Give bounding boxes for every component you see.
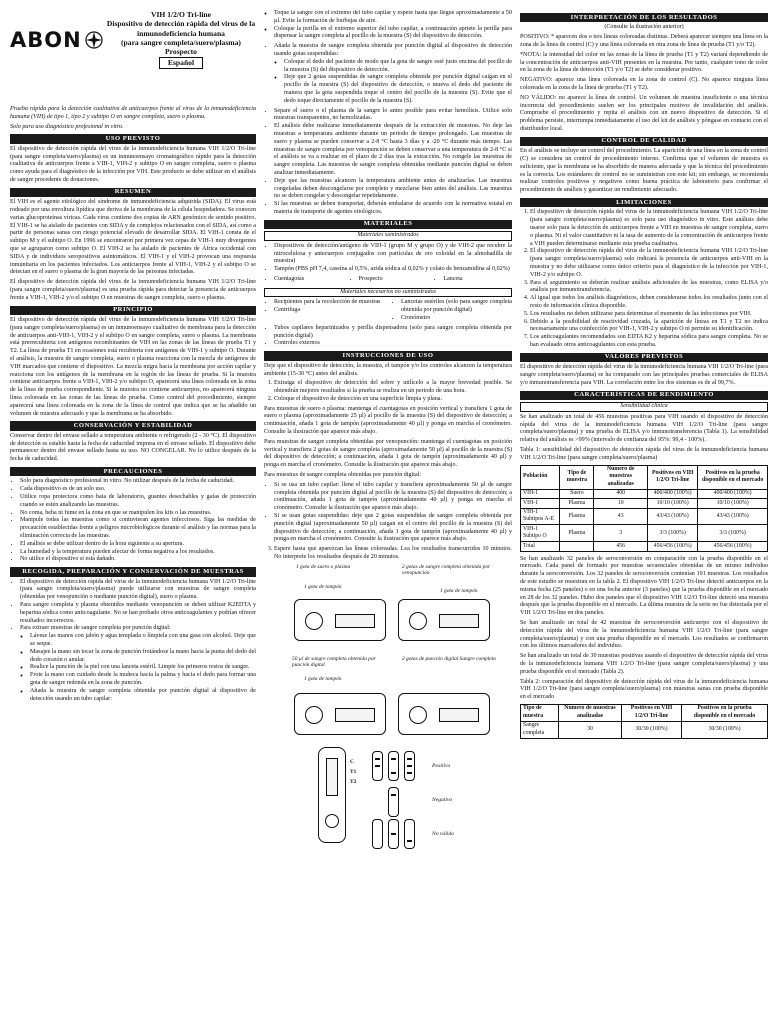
table-cell: VIH-1	[521, 489, 560, 498]
sub-list	[30, 633, 256, 703]
sub-list	[401, 299, 512, 322]
table-cell: 10/10 (100%)	[648, 499, 698, 508]
section-heading: INSTRUCCIONES DE USO	[264, 351, 512, 360]
paragraph: El dispositivo de detección rápida del virus de la inmunodeficiencia humana VIH 1/2/O Tri-line (para sangre completa/suero/plasma) se ha comparado con las principales pruebas comerciales de ELISA y/o inmunotransferencia para VIH. La correlación entre los dos sistemas es de al 99,7%.	[520, 364, 768, 386]
subsection-heading: Sensibilidad clínica	[520, 402, 768, 412]
abon-logo	[10, 10, 106, 70]
list-item: ◦ Frote la mano con cuidado desde la muñeca hacia la palma y hacia el dedo para formar una gota de sangre redonda en la zona de punción.	[30, 672, 256, 688]
document-type: Prospecto	[165, 47, 197, 56]
comparison-table	[520, 704, 768, 739]
section-heading: CONTROL DE CALIDAD	[520, 137, 768, 146]
list-item: ◦ Toque la sangre con el extremo del tubo capilar y espere hasta que llegue aproximadamente a 50 µl. Evite la formación de burbujas de aire.	[274, 10, 512, 26]
language-badge: Español	[159, 57, 203, 68]
table-header: Número de muestras analizadas	[558, 704, 621, 721]
table-cell: Plasma	[560, 499, 594, 508]
table-cell: 43/43 (100%)	[698, 508, 768, 525]
intro-text: Prueba rápida para la detección cualitativa de anticuerpos frente al virus de la inmunodeficiencia humana (VIH) de tipo 1, tipo 2 y subtipo O en sangre completa, suero o plasma.	[10, 106, 256, 120]
list-item: • Manipule todas las muestras como si contuvieran agentes infecciosos. Siga las medidas de precaución establecidas frente a peligros microbiológicos durante el análisis y las normas para la eliminación correcta de las muestras.	[20, 517, 256, 540]
logo-star-icon	[84, 30, 104, 50]
list-item: • Lancetas estériles (solo para sangre completa obtenida por punción digital)	[401, 299, 512, 315]
collection-list	[20, 579, 256, 704]
list-item: • El análisis debe realizarse inmediatamente después de la extracción de muestras. No deje las muestras a temperatura ambiente durante un periodo de tiempo prolongado. Las muestras de suero y plasma se pueden conservar a 2-8 °C hasta 3 días y a -20 °C durante más tiempo. Las muestras de sangre completa por venopunción se deben conservar a una temperatura de 2-8 °C si el análisis se va a realizar en el plazo de 2 días tras la extracción. No congele las muestras de sangre completa. Las muestras de sangre completa obtenidas mediante punción digital se deben analizar inmediatamente.	[274, 123, 512, 178]
table-cell: 43/43 (100%)	[648, 508, 698, 525]
list-item: 3. Para el seguimiento se deberán realizar análisis adicionales de las muestras, como ELISA y/o análisis por inmunotransferencia.	[530, 280, 768, 296]
table-header-row	[521, 465, 768, 489]
list-item: • La humedad y la temperatura pueden afectar de forma negativa a los resultados.	[20, 549, 256, 557]
list-item: • Cada dispositivo es de un solo uso.	[20, 486, 256, 494]
table-cell: 400/400 (100%)	[698, 489, 768, 498]
table-cell: VIH-1	[521, 499, 560, 508]
test-cassette	[398, 693, 490, 735]
list-item: ◦ Realice la punción de la piel con una lanceta estéril. Limpie los primeros restos de sangre.	[30, 664, 256, 672]
label-t1: T1	[350, 768, 357, 775]
paragraph: El dispositivo de detección rápida del virus de la inmunodeficiencia humana VIH 1/2/O Tri-line (para sangre completa/suero/plasma) es un inmunoensayo cualitativo de membrana para la detección de anticuerpos anti-VIH-1, VIH-2 y el subtipo O en sangre completa, suero o plasma. La membrana está prerrecubierta con antígenos recombinantes de VIH en las zonas de las líneas de prueba T1 y T2. La línea de prueba T1 en ocasiones está recubierta con antígenos de VIH-1 y subtipo O. Durante el análisis, la muestra de sangre completa, suero o plasma reacciona con la mezcla de antígenos de VIH marcados que contiene el dispositivo. La mezcla migra hacia la membrana por acción capilar y reacciona con los antígenos de la membrana en la región de las líneas de prueba. Si la muestra contiene anticuerpos frente a VIH-1, VIH-2 y/o subtipo O, aparecerá una línea coloreada en la zona de la línea de prueba correspondiente. Si la muestra no contiene anticuerpos, no aparecerá ninguna línea coloreada en las zonas de las líneas de prueba. Como control del procedimiento, siempre aparecerá una línea coloreada en la zona de la línea de control que indica que se ha añadido un volumen de muestra adecuado y que la membrana se ha absorbido.	[10, 317, 256, 417]
section-heading: USO PREVISTO	[10, 134, 256, 143]
paragraph: Se han analizado un total de 456 muestras positivas para VIH usando el dispositivo de detección rápida del virus de la inmunodeficiencia humana VIH 1/2/O Tri-line (para sangre completa/suero/plasma) y una prueba de ELISA y/o inmunotransferencia (Tabla 1). La sensibilidad relativa del análisis es >99% (intervalo de confianza del 95%: 99,4 - 100%).	[520, 413, 768, 444]
list-item: • Controles externos	[274, 340, 512, 348]
paragraph: El dispositivo de detección rápida del virus de la inmunodeficiencia humana VIH 1/2/O Tri-line (para sangre completa/suero/plasma) es un inmunoensayo cromatográfico rápido para la detección cualitativa de anticuerpos frente a VIH-1, VIH-2 y subtipo O en sangre completa, suero o plasma como ayuda para el diagnóstico de la infección por VIH. Este producto se debe utilizar en el análisis de sangre procedente de donaciones.	[10, 145, 256, 184]
table-row	[521, 489, 768, 498]
table-cell: 456/456 (100%)	[648, 542, 698, 551]
instructions-steps	[274, 380, 512, 403]
header	[10, 10, 256, 102]
materials-required	[264, 299, 512, 324]
table-cell: 3	[594, 525, 648, 542]
table-header: Positivos en VIH 1/2/O Tri-line	[648, 465, 698, 489]
table-cell: 43	[594, 508, 648, 525]
caption-buffer-1: 1 gota de tampón	[304, 583, 342, 590]
product-title: VIH 1/2/O Tri-line	[150, 10, 212, 19]
table-cell: 456	[594, 542, 648, 551]
result-window	[335, 708, 375, 722]
table-header: Positivos en la prueba disponible en el mercado	[681, 704, 767, 721]
subsection-heading: Materiales necesarios no suministrados	[264, 288, 512, 298]
list-item: • Si las muestras se deben transportar, deberán embalarse de acuerdo con la normativa estatal en materia de transporte de agentes etiológicos.	[274, 201, 512, 217]
section-heading: RESUMEN	[10, 188, 256, 197]
list-item: • Cronómetro	[401, 315, 512, 323]
list-item: 2. Coloque el dispositivo de detección en una superficie limpia y plana.	[274, 396, 512, 404]
column-1	[10, 10, 256, 1018]
table-cell	[560, 542, 594, 551]
paragraph: Para muestras de sangre completa obtenidas por punción digital:	[264, 472, 422, 479]
list-item: • Lanceta	[443, 276, 512, 284]
fingerstick-steps	[274, 482, 512, 544]
sample-well	[305, 612, 323, 630]
list-item-text: Añada la muestra de sangre completa obtenida por punción digital al dispositivo de detección usando gotas suspendidas:	[274, 43, 512, 57]
list-item: • Deje que las muestras alcancen la temperatura ambiente antes de analizarlas. Las muestras congeladas deben descongelarse por completo y mezclarse bien antes del análisis. Las muestras no se deben congelar y descongelar repetidamente.	[274, 178, 512, 201]
result-window	[439, 708, 479, 722]
list-item: • Cuentagotas	[274, 276, 343, 284]
column-3	[520, 10, 768, 1018]
label-invalid: No válido	[432, 830, 454, 837]
list-item: • Tampón (PBS pH 7,4, caseína al 0,5%, azida sódica al 0,02% y colato de benzamidina al 0,02%)	[274, 266, 512, 274]
table-cell: 400	[594, 489, 648, 498]
sample-well	[409, 612, 427, 630]
caption-capillary: 50 µl de sangre completa obtenida por punción digital	[292, 655, 376, 668]
table-cell: 400/400 (100%)	[648, 489, 698, 498]
result-window	[335, 614, 375, 628]
result-positive: POSITIVO: * aparecen dos o tres líneas coloreadas distintas. Deberá aparecer siempre una línea en la zona de la línea de control (C) y una línea coloreada en otra zona de línea de prueba (T1 y/o T2).	[520, 34, 768, 49]
table-cell: 30/30 (100%)	[622, 721, 682, 738]
list-item: • Prospecto	[359, 276, 428, 284]
section-heading: INTERPRETACIÓN DE LOS RESULTADOS	[520, 13, 768, 22]
result-negative: NEGATIVO: aparece una línea coloreada en la zona de control (C). No aparece ninguna línea coloreada en la zona de la línea de prueba (T1 y T2).	[520, 77, 768, 92]
list-item: 4. Al igual que todos los análisis diagnósticos, deben considerarse todos los resultados junto con el resto de información clínica disponible.	[530, 295, 768, 311]
list-item: ◦ Coloque el dedo del paciente de modo que la gota de sangre esté justo encima del pocillo de la muestra (S) del dispositivo de detección.	[284, 59, 512, 75]
list-item: ◦ Añada la muestra de sangre completa obtenida por punción digital al dispositivo de detección usando un tubo capilar:	[30, 688, 256, 704]
sample-well	[325, 814, 339, 828]
column-2	[264, 10, 512, 1018]
test-cassette	[398, 599, 490, 641]
list-item: • No coma, beba ni fume en la zona en que se manipulen los kits o las muestras.	[20, 510, 256, 518]
list-item: • El dispositivo de detección rápida del virus de la inmunodeficiencia humana VIH 1/2/O Tri-line (para sangre completa/suero/plasma) puede utilizarse con muestras de sangre completa (obtenidas por venopunción o mediante punción digital), suero o plasma.	[20, 579, 256, 602]
list-item: • Dispositivos de detección/antígeno de VIH-1 (grupo M y grupo O) y de VIH-2 que recubre la nitrocelulosa y antecuerpos conjugados con partículas de oro coloidal en la almohadilla de muestra)	[274, 243, 512, 266]
table-cell: 3/3 (100%)	[648, 525, 698, 542]
title-block	[106, 10, 256, 69]
table-header-row	[521, 704, 768, 721]
list-item: • Solo para diagnóstico profesional in vitro. No utilizar después de la fecha de caducidad.	[20, 478, 256, 486]
sub-list	[443, 276, 512, 284]
table-cell: Plasma	[560, 508, 594, 525]
list-item: 3. Espere hasta que aparezcan las líneas coloreadas. Lea los resultados transcurridos 10 minutos. No interprete los resultados después de 20 minutos.	[274, 546, 512, 562]
list-item: 1. El dispositivo de detección rápida del virus de la inmunodeficiencia humana VIH 1/2/O Tri-line (para sangre completa/suero/plasma) es solo para uso diagnóstico in vitro. Este análisis debe usarse solo para la detección de anticuerpos frente a VIH en muestras de sangre completa, suero o plasma. Ni el valor cuantitativo ni la tasa de aumento de la concentración de anticuerpos frente a VIH pueden determinarse mediante esta prueba cualitativa.	[530, 209, 768, 248]
result-negative	[388, 787, 399, 817]
table-cell: 3/3 (100%)	[698, 525, 768, 542]
sample-well	[305, 706, 323, 724]
result-positive-1	[372, 751, 383, 781]
list-item	[274, 43, 512, 105]
section-heading: RECOGIDA, PREPARACIÓN Y CONSERVACIÓN DE MUESTRAS	[10, 567, 256, 576]
label-positive: Positivo	[432, 762, 451, 769]
table-cell: Plasma	[560, 525, 594, 542]
paragraph: El dispositivo de detección rápida del virus de la inmunodeficiencia humana VIH 1/2/O Tri-line (para sangre completa/suero/plasma) es una prueba rápida para detectar la presencia de anticuerpos frente a VIH-1, VIH-2 y/o el subtipo O en muestras de sangre completa, suero o plasma.	[10, 279, 256, 301]
result-invalid-1	[372, 819, 383, 849]
intro-note: Solo para uso diagnóstico profesional in vitro.	[10, 123, 124, 130]
table-row	[521, 525, 768, 542]
table-cell: 456/456 (100%)	[698, 542, 768, 551]
table-cell: VIH-1 Subtipo O	[521, 525, 560, 542]
procedure-figure	[264, 565, 512, 847]
paragraph: El VIH es el agente etiológico del síndrome de inmunodeficiencia adquirida (SIDA). El virus está rodeado por una envoltura lipídica que deriva de la membrana de la célula hospedadora. Se conocen varias glucoproteínas víricas. Cada virus contiene dos copias de ARN genómico de sentido positivo. El VIH-1 se ha aislado de pacientes con SIDA y de complejos relacionados con el SIDA, así como a partir de personas sanas con riesgo potencial elevado de desarrollar SIDA. El VIH-1 consta de el subtipo M y el subtipo O. En 1996 se encontraron por primera vez cepas de VIH-1 muy divergentes que se agruparon como subtipo O. El VIH-2 se ha aislado de pacientes de África occidental con SIDA y de individuos seropositivos asintomáticos. El VIH-1 y el VIH-2 provocan una respuesta inmunitaria en los pacientes infectados. Los anticuerpos frente al VIH-1, VIH-2 y el subtipo O se detectan en el suero o plasma de la gran mayoría de las personas infectadas.	[10, 199, 256, 276]
result-note: *NOTA: la intensidad del color en las zonas de la línea de prueba (T1 y T2) variará dependiendo de la concentración de anticuerpos anti-VIH presentes en la muestra. Por tanto, cualquier tono de color en la zona de la línea de detección (T1 y/o T2) se debe considerar positivo.	[520, 51, 768, 74]
list-item: 6. Debido a la posibilidad de reactividad cruzada, la aparición de líneas en T1 y T2 no indica necesariamente una coinfección por VIH-1, VIH-2 y subtipo O ni permite su identificación.	[530, 319, 768, 335]
list-item: • El análisis se debe utilizar dentro de la hora siguiente a su apertura.	[20, 541, 256, 549]
label-c: C	[350, 758, 354, 765]
materials-supplied	[274, 243, 512, 274]
table-caption: Tabla 1: sensibilidad del dispositivo de detección rápida del virus de la inmunodeficiencia humana VIH 1/2/O Tri-line (para sangre completa/suero/plasma)	[520, 446, 768, 461]
caption-venous: 2 gotas de sangre completa obtenida por venopunción	[402, 563, 491, 576]
section-heading: VALORES PREVISTOS	[520, 353, 768, 362]
limitations-list	[530, 209, 768, 349]
list-item: • Recipientes para la recolección de muestras	[274, 299, 385, 307]
list-item: ◦ Lávese las manos con jabón y agua templada o límpiela con una gasa con alcohol. Deje que se seque.	[30, 633, 256, 649]
logo-text: ABON	[10, 27, 82, 52]
list-item: • No utilice el dispositivo si está dañado.	[20, 556, 256, 564]
materials-required-more	[274, 325, 512, 348]
table-row	[521, 499, 768, 508]
table-row	[521, 721, 768, 738]
section-heading: MATERIALES	[264, 220, 512, 229]
paragraph: Deje que el dispositivo de detección, la muestra, el tampón y/o los controles alcancen la temperatura ambiente (15-30 °C) antes del análisis.	[264, 362, 512, 377]
list-item: ◦ Coloque la perilla en el extremo superior del tubo capilar, a continuación apriete la perilla para dispensar la sangre completa al pocillo de la muestra (S) del dispositivo de detección.	[274, 26, 512, 42]
paragraph: (Consulte la ilustración anterior)	[604, 24, 684, 31]
result-positive-3	[404, 751, 415, 781]
label-negative: Negativo	[432, 796, 453, 803]
table-header: Tipo de muestra	[521, 704, 559, 721]
list-item	[20, 625, 256, 703]
table-cell: 30	[558, 721, 621, 738]
table-header: Población	[521, 465, 560, 489]
list-item: • Si se usan gotas suspendidas: deje que 2 gotas suspendidas de sangre completa obtenida por punción digital (aproximadamente 50 µl) caigan en el centro del pocillo de la muestra (S) del dispositivo de detección; a continuación, añada 1 gota de tampón (aproximadamente 40 µl) y ponga en marcha el cronómetro. Consulte la ilustración que aparece más abajo.	[274, 513, 512, 544]
paragraph: Conservar dentro del envase sellado a temperatura ambiente o refrigerado (2 - 30 °C). El dispositivo de detección es estable hasta la fecha de caducidad impresa en el envase sellado. El dispositivo debe permanecer dentro del envase sellado hasta su uso. NO CONGELAR. No lo utilice después de la fecha de caducidad.	[10, 432, 256, 463]
result-window	[326, 758, 338, 796]
table-caption: Tabla 2: comparación del dispositivo de detección rápida del virus de la inmunodeficiencia humana VIH 1/2/O Tri-line (para sangre completa/suero/plasma) con muestras sanas con prueba disponible en el mercado	[520, 678, 768, 701]
table-cell: Total	[521, 542, 560, 551]
table-header: Tipo de muestra	[560, 465, 594, 489]
section-heading: PRECAUCIONES	[10, 467, 256, 476]
result-window	[439, 614, 479, 628]
table-row	[521, 508, 768, 525]
caption-buffer-3: 1 gota de tampón	[304, 675, 342, 682]
sub-list	[274, 276, 343, 284]
section-heading: PRINCIPIO	[10, 306, 256, 315]
test-cassette	[294, 599, 386, 641]
list-item: • Si se usa un tubo capilar: llene el tubo capilar y transfiera aproximadamente 50 µl de sangre completa obtenida por punción digital al pocillo de la muestra (S) del dispositivo de detección; a continuación, añada 1 gota de tampón (aproximadamente 40 µl) y ponga en marcha el cronómetro. Consulte la ilustración que aparece más abajo.	[274, 482, 512, 513]
paragraph: Se han analizado un total de 30 muestras positivas usando el dispositivo de detección rápida del virus de la inmunodeficiencia humana VIH 1/2/O Tri-line (para sangre completa/suero/plasma) y una prueba disponible en el mercado (Tabla 2).	[520, 653, 768, 675]
table-cell: Suero	[560, 489, 594, 498]
list-item: ◦ Deje que 2 gotas suspendidas de sangre completa obtenida por punción digital caigan en el pocillo de la muestra (S) del dispositivo de detección, o mueva el dedo del paciente de manera que la gota suspendida toque el centro del pocillo de la muestra (S). Evite que el dedo toque directamente el pocillo de la muestra (S).	[284, 74, 512, 105]
sensitivity-table	[520, 465, 768, 552]
section-heading: LIMITACIONES	[520, 198, 768, 207]
list-item: 5. Los resultados no deben utilizarse para determinar el momento de las infecciones por VIH.	[530, 311, 768, 319]
specimen-types: (para sangre completa/suero/plasma)	[121, 37, 241, 47]
list-item: ◦ Masajee la mano sin tocar la zona de punción frotándose la mano hacia la punta del dedo del dedo corazón o anular.	[30, 649, 256, 665]
table-cell: 10	[594, 499, 648, 508]
table-cell: VIH-1 Subtipos A-E	[521, 508, 560, 525]
instructions-step-3	[274, 546, 512, 562]
paragraph: Se han analizado 32 paneles de seroconversión en comparación con la prueba disponible en el mercado. Cada panel de formado por muestras secuenciales obtenidas de un mismo individuo durante la seroconversión. Los 32 paneles de seroconversión contenían 191 muestras. Los resultados de este estudio se muestran en la tabla 2. El dispositivo VIH 1/2/O Tri-line detectó anticuerpos en la misma fecha (25 paneles) o en una fecha anterior (3 paneles) que la prueba disponible en el mercado en 28 de los 32 paneles. Hubo dos paneles que el dispositivo VIH 1/2/O Tri-line detectó una muestra después que la prueba disponible en el mercado. La última muestra de la serie no fue detectada por el VIH 1/2/O Tri-line en dos paneles.	[520, 555, 768, 617]
paragraph: Para muestras de suero o plasma: mantenga el cuentagotas en posición vertical y transfiera 1 gota de suero o plasma (aproximadamente 25 µl) al pocillo de la muestra (S) del dispositivo de detección; a continuación, añada 1 gota de tampón (aproximadamente 40 µl) y ponga en marcha el cronómetro. Consulte la ilustración que aparece más abajo.	[264, 405, 512, 436]
list-item: 7. Los anticoagulantes recomendados son EDTA K2 y heparina sódica para sangre completa. No se han evaluado otros anticoagulantes con esta prueba.	[530, 334, 768, 350]
result-positive-2	[388, 751, 399, 781]
vertical-cassette	[318, 747, 346, 843]
table-cell: 10/10 (100%)	[698, 499, 768, 508]
list-item: • Centrifuga	[274, 307, 385, 315]
section-heading: CONSERVACIÓN Y ESTABILIDAD	[10, 421, 256, 430]
caption-fingerstick: 2 gotas de punción digital Sangre completa	[402, 655, 496, 662]
sample-well	[409, 706, 427, 724]
table-cell: 30/30 (100%)	[681, 721, 767, 738]
paragraph: Para muestras de sangre completa obtenidas por venopunción: mantenga el cuentagotas en posición vertical y transfiera 2 gotas de sangre completa (aproximadamente 50 µl) al pocillo de la muestra (S) del dispositivo de detección; a continuación, añada 1 gota de tampón (aproximadamente 40 µl) y ponga en marcha el cronómetro. Consulte la ilustración que aparece más abajo.	[264, 438, 512, 469]
list-item: • Separe el suero o el plasma de la sangre lo antes posible para evitar hemólisis. Utilice solo muestras transparentes, no hemolizadas.	[274, 108, 512, 124]
subsection-heading: Materiales suministrados	[264, 231, 512, 241]
result-invalid: NO VÁLIDO: no aparece la línea de control. Un volumen de muestra insuficiente o una técnica incorrecta del procedimiento suelen ser los principales motivos de invalidación del análisis. Compruebe el procedimiento y repita el análisis con un nuevo dispositivo de detección. Si el problema persiste, interrumpa inmediatamente el uso del kit de análisis y póngase en contacto con el distribuidor local.	[520, 94, 768, 132]
list-item: • Utilice ropa protectora como bata de laboratorio, guantes desechables y gafas de protección cuando se estén analizando las muestras.	[20, 494, 256, 510]
precautions-list	[20, 478, 256, 564]
test-cassette	[294, 693, 386, 735]
section-heading: CARACTERÍSTICAS DE RENDIMIENTO	[520, 391, 768, 400]
list-item: 1. Extraiga el dispositivo de detección del sobre y utilícelo a la mayor brevedad posible. Se obtendrán mejores resultados si la prueba se realiza en un periodo de una hora.	[274, 380, 512, 396]
list-item-text: Para extraer muestras de sangre completa por punción digital:	[20, 625, 171, 632]
result-invalid-3	[404, 819, 415, 849]
result-invalid-2	[388, 819, 399, 849]
caption-serum: 1 gota de suero o plasma	[296, 563, 351, 570]
table-cell: Sangre completa	[521, 721, 559, 738]
list-item: • Tubos capilares heparinizados y perilla dispensadora (solo para sangre completa obtenida por punción digital)	[274, 325, 512, 341]
label-t2: T2	[350, 778, 357, 785]
sub-list	[274, 299, 385, 322]
intro	[10, 106, 256, 131]
table-row	[521, 542, 768, 551]
materials-row	[264, 276, 512, 286]
sub-list	[359, 276, 428, 284]
paragraph: En el análisis se incluye un control del procedimiento. La aparición de una línea en la zona de control (C) se considera un control de procedimiento interno. Confirma que el volumen de muestra es suficiente, que la membrana se ha absorbido de manera adecuada y que la técnica del procedimiento es la correcta. Los estándares de control no se suministran con este kit; sin embargo, se recomienda realizar controles positivos y negativos como buena práctica de laboratorio para confirmar el procedimiento de análisis y garantizar un rendimiento adecuado.	[520, 148, 768, 194]
table-header: Positivos en VIH 1/2/O Tri-line	[622, 704, 682, 721]
table-header: Número de muestras analizadas	[594, 465, 648, 489]
paragraph: Se han analizado un total de 42 muestras de seroconversión anticuerpo con el dispositivo de detección rápida del virus de la inmunodeficiencia humana VIH 1/2/O Tri-line (para sangre completa/suero/plasma) y con una prueba disponible en el mercado. Los resultados se confirmaron con los últimos marcadores del individuo.	[520, 619, 768, 650]
list-item: 2. El dispositivo de detección rápida del virus de la inmunodeficiencia humana VIH 1/2/O Tri-line (para sangre completa/suero/plasma) solo indicará la presencia de anticuerpos anti-VIH en la muestra y no debe utilizarse como único criterio para el diagnóstico de la infección por VIH-1, VIH-2 y/o subtipo O.	[530, 248, 768, 279]
caption-buffer-2: 1 gota de tampón	[440, 587, 478, 594]
hanging-drops	[274, 43, 512, 217]
table-header: Positivos en la prueba disponible en el mercado	[698, 465, 768, 489]
capillary-steps	[274, 10, 512, 41]
list-item: • Para sangre completa y plasma obtenidos mediante venopunción se deben utilizar K2EDTA y heparina sódica como anticoagulante. No se han probado otros anticoagulantes y podrían ofrecer resultados incorrectos.	[20, 602, 256, 625]
product-subtitle: Dispositivo de detección rápida del virus de la inmunodeficiencia humana	[106, 19, 256, 38]
sub-list	[284, 59, 512, 106]
